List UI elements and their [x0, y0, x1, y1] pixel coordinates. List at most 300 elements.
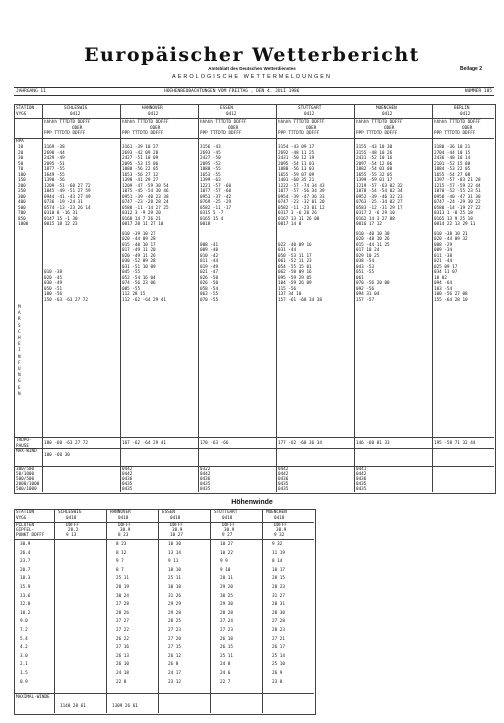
station-label: STATION: [16, 510, 35, 515]
table-cell: 017 -49 11 20: [122, 248, 156, 253]
column-header: ODER: [306, 125, 317, 131]
table-cell: 155 -64 28 10: [434, 297, 468, 303]
wind-cell: 26 9: [272, 671, 283, 676]
row-letter: H: [18, 336, 21, 341]
table-cell: 3180 -36 10 21: [434, 145, 471, 150]
gipfel-cell: 28.2: [68, 528, 79, 533]
table-cell: 020 -44 09 32: [434, 237, 468, 242]
table-cell: 1884 -53 22 05: [434, 167, 471, 172]
row-letter: N: [18, 354, 21, 360]
table-cell: 021 -44: [434, 259, 453, 264]
height-level: 12.0: [20, 602, 31, 608]
tropo-cell: 167 -62 -64 29 41: [122, 441, 166, 446]
station-id: 0412: [70, 112, 81, 117]
station-label: STATION: [16, 106, 35, 111]
table-cell: 0165 13 9 25 18: [434, 216, 473, 222]
wind-cell: 30 18: [168, 585, 181, 590]
table-cell: 104 -59 26 09: [278, 281, 312, 286]
table-cell: 011 -44: [200, 259, 219, 264]
table-cell: 1221 -57 -60: [200, 183, 232, 189]
table-cell: 1655 -55 32 05: [356, 172, 393, 178]
table-cell: 3161 -39 10 27: [122, 145, 159, 150]
shear-level: 300/500: [16, 467, 35, 472]
table-cell: 022 -40 09 16: [278, 242, 312, 248]
table-cell: 0317 3 -6 28 26: [278, 211, 317, 216]
table-cell: 0747 -23 -32 01 20: [278, 200, 325, 205]
gipfel-cell: DDFFF: [170, 523, 183, 528]
wind-cell: 26 18: [220, 636, 233, 642]
table-cell: 010 -40 10 30: [356, 231, 390, 237]
pressure-level: 500: [18, 205, 26, 211]
table-cell: 2097 -54 12 06: [356, 161, 393, 167]
table-cell: 031 -44: [278, 248, 297, 253]
wind-cell: 10 10: [168, 567, 181, 573]
shear-level: 500/1000: [16, 487, 37, 492]
station-id: 0412: [148, 112, 159, 117]
pressure-level: 1000: [18, 222, 29, 227]
column-divider: [42, 104, 43, 492]
station-id: 0418: [170, 516, 181, 521]
pressure-level: 100: [18, 172, 26, 178]
pressure-level: 10: [18, 145, 24, 150]
table-cell: 2704 -44 10 15: [434, 150, 471, 156]
table-cell: 1070 -52 -55 23 51: [434, 189, 481, 194]
wind-cell: 22 8: [116, 679, 127, 685]
wind-cell: 11 19: [272, 550, 285, 556]
table-cell: 085 -55: [122, 286, 141, 292]
wind-cell: 25 11: [116, 576, 129, 582]
table-cell: 008 -29: [434, 242, 453, 248]
table-cell: 009 -40: [200, 248, 219, 253]
table-cell: 050 -51: [44, 286, 63, 292]
column-header: PPP TTTDTD DDFFF: [278, 131, 320, 136]
table-cell: 010 -38: [44, 270, 63, 275]
table-cell: 0014 22 13 29 11: [434, 222, 476, 227]
height-level: 26.4: [20, 550, 31, 556]
wind-cell: 28 11: [220, 576, 233, 582]
table-cell: 0950 -40 -47 31 30: [434, 194, 481, 200]
column-header: hhhhh TTTDTD DDFFF: [434, 120, 481, 125]
row-letter: R: [18, 317, 21, 323]
table-cell: 2693 -42 09 28: [122, 150, 159, 156]
wind-cell: 28 31: [272, 602, 285, 608]
shear-level: 500/500: [16, 477, 35, 482]
shear-cell: 0435: [278, 482, 289, 487]
hpa-label: HPA: [16, 139, 24, 144]
row-divider: [14, 522, 314, 523]
table-cell: 3156 -43: [200, 145, 221, 150]
pressure-level: 20: [18, 150, 24, 156]
wind-cell: 26 8: [168, 662, 179, 668]
row-letter: E: [18, 385, 21, 391]
wind-cell: 24 18: [116, 671, 129, 676]
column-header: ODER: [228, 125, 239, 131]
table-cell: 3155 -48 10 26: [356, 150, 393, 156]
wind-cell: 10 30: [168, 542, 181, 547]
wind-cell: 27 16: [116, 645, 129, 651]
table-cell: 1398 -41 29 27: [122, 178, 159, 183]
row-letter: E: [18, 342, 21, 348]
shear-cell: 0436: [200, 477, 211, 482]
table-cell: 029 10 25: [356, 253, 380, 259]
pressure-level: 400: [18, 200, 26, 205]
table-cell: 058 -54: [200, 286, 219, 292]
table-cell: 051 -55: [356, 270, 375, 275]
wind-cell: 25 14: [272, 653, 285, 659]
pressure-level: 300: [18, 194, 26, 200]
table-cell: 0574 -13 -23 26 14: [44, 205, 91, 211]
table-cell: 0954 -39 -47 36 33: [278, 194, 325, 200]
wind-cell: 28 19: [116, 585, 129, 590]
station-name: STUTTGART: [298, 106, 322, 111]
shear-cell: 0442: [356, 472, 367, 477]
station-name: HANNOVER: [110, 510, 131, 515]
station-name: SCHLESWIG: [58, 510, 82, 515]
gipfel-cell: 30.9: [224, 528, 235, 533]
station-id: 0418: [66, 516, 77, 521]
row-letter: U: [18, 367, 21, 372]
table-cell: 094 -64: [434, 281, 453, 286]
station-name: ESSEN: [162, 510, 175, 515]
wind-cell: 27 20: [168, 636, 181, 642]
wind-cell: 22 7: [220, 679, 231, 685]
table-cell: 030 -52 09 28: [122, 259, 156, 264]
column-header: ODER: [462, 125, 473, 131]
height-level: 0.9: [20, 679, 28, 685]
table-cell: 1882 -54 03 08: [356, 167, 393, 172]
height-level: 20.7: [20, 567, 31, 573]
table-cell: 0317 2 -6 29 10: [356, 211, 395, 216]
table-cell: 0165 15 4: [200, 216, 224, 222]
table-cell: 0162 14 3 27 08: [356, 216, 395, 222]
table-cell: 054 -55 15 01: [278, 264, 312, 270]
table-cell: 052 -54 16 04: [122, 275, 156, 281]
table-cell: 010 -38 10 21: [434, 231, 468, 237]
column-header: hhhhh TTTDTD DDFFF: [356, 120, 403, 125]
wind-cell: 9 9: [220, 559, 228, 565]
row-divider: [14, 693, 314, 694]
height-level: 23.7: [20, 559, 31, 565]
shear-cell: 0435: [122, 487, 133, 492]
gipfel-cell: 9 13: [66, 533, 77, 538]
row-letter: F: [18, 360, 21, 366]
wind-cell: 27 28: [272, 619, 285, 625]
table-cell: 1078 -54 -54 02 34: [356, 189, 403, 194]
table-cell: 0736 -19 -24 31: [44, 200, 83, 205]
wind-cell: 30 25: [220, 593, 233, 599]
pressure-level: 250: [18, 189, 26, 194]
column-header: PPP TTTDTD DDFFF: [44, 131, 86, 136]
wind-cell: 23 12: [168, 679, 181, 685]
wind-cell: 25 11: [168, 576, 181, 582]
table-cell: 094 31 04: [356, 292, 380, 297]
table-cell: 0580 -11 -14 27 25: [122, 205, 169, 211]
table-cell: 1653 -55: [200, 172, 221, 178]
vygg-label: VYGG: [16, 516, 27, 521]
table-cell: 3169 -38: [44, 145, 65, 150]
shear-cell: 0442: [200, 472, 211, 477]
table-cell: 061 -52 11 23: [278, 259, 312, 264]
station-id: 0418: [222, 516, 233, 521]
station-id: 0412: [304, 112, 315, 117]
table-cell: 1655 -59 07 09: [278, 172, 315, 178]
table-cell: 1877 -55: [44, 167, 65, 172]
issue-number: NUMMER 185: [464, 89, 492, 94]
table-cell: 061: [356, 275, 364, 281]
column-divider: [432, 104, 433, 492]
wind-cell: 27 21: [272, 636, 285, 642]
punkt-label: PUNKT DDFFF: [16, 533, 45, 538]
table-cell: 1075 -45 -54 30 46: [122, 189, 169, 194]
wind-cell: 26 10: [116, 662, 129, 668]
row-divider: [14, 118, 494, 119]
wind-cell: 26 15: [220, 645, 233, 651]
row-letter: A: [18, 311, 21, 317]
shear-level: 50/1000: [16, 472, 35, 477]
wind-cell: 27 23: [168, 628, 181, 633]
wind-cell: 24 17: [168, 671, 181, 676]
height-level: 1.5: [20, 671, 28, 676]
table-cell: 0018: [200, 222, 211, 227]
height-level: 2.1: [20, 662, 28, 668]
shear-cell: 0442: [122, 467, 133, 472]
table-cell: 009 -34: [434, 248, 453, 253]
wind-cell: 28 15: [272, 576, 285, 582]
height-level: 5.4: [20, 636, 28, 642]
table-cell: 0944 -41 -43 27 49: [44, 194, 91, 200]
shear-cell: 0442: [278, 467, 289, 472]
table-cell: 3155 -43 10 30: [356, 145, 393, 150]
tropo-cell: 177 -62 -68 36 34: [278, 441, 322, 446]
table-cell: 0583 -12 -31 29 17: [356, 205, 403, 211]
maxwind-cell: 1309 26 61: [112, 704, 138, 709]
table-cell: 0953 -37 -42: [200, 194, 232, 200]
shear-cell: 0441: [356, 467, 367, 472]
table-cell: 0763 -25 -34 02 27: [356, 200, 403, 205]
table-cell: 0147 15 -1 30: [44, 216, 78, 222]
wind-cell: 25 11: [220, 653, 233, 659]
gipfel-cell: 8 23: [118, 533, 129, 538]
maxwind-label: MAXIMAL-WINDE: [16, 695, 50, 700]
column-header: ODER: [150, 125, 161, 131]
table-cell: 157 -57: [356, 297, 375, 303]
table-cell: 0769 -25 -29: [200, 200, 232, 205]
row-letter: G: [18, 379, 21, 385]
station-name: MUENCHEN: [266, 510, 287, 515]
wind-cell: 28 28: [220, 610, 233, 616]
wind-cell: 31 27: [272, 593, 285, 599]
table-cell: 0952 -39 -46 32 23: [356, 194, 403, 200]
table-cell: 0312 3 -9 29 20: [122, 211, 161, 216]
wind-cell: 29 30: [220, 602, 233, 608]
table-cell: 021 -47: [200, 270, 219, 275]
maxwind-label: MAX-WIND: [16, 449, 37, 454]
table-cell: 1880 -55: [200, 167, 221, 172]
shear-cell: 0435: [356, 487, 367, 492]
pressure-level: 200: [18, 183, 26, 189]
table-cell: 0315 5 -7: [200, 211, 224, 216]
wind-cell: 8 7: [116, 567, 124, 573]
hoehenwinde-title: Höhenwinde: [231, 499, 273, 506]
shear-cell: 0435: [200, 482, 211, 487]
row-divider: [14, 448, 494, 449]
table-cell: 2431 -50 12 19: [278, 156, 315, 161]
shear-cell: 0442: [278, 472, 289, 477]
wind-cell: 27 15: [168, 645, 181, 651]
wind-cell: 31 26: [168, 593, 181, 599]
table-cell: 2693 -45: [200, 150, 221, 156]
table-cell: 062 -50 09 16: [278, 270, 312, 275]
table-cell: 070 -56 20 08: [356, 281, 390, 286]
table-cell: 0582 -11 -23 01 12: [278, 205, 325, 211]
wind-cell: 10 27: [220, 542, 233, 547]
table-cell: 0747 -23 -28 28 24: [122, 200, 169, 205]
pressure-level: 850: [18, 216, 26, 222]
height-level: 18.3: [20, 576, 31, 582]
table-cell: 2095 -52: [200, 161, 221, 167]
table-cell: 019 -49: [200, 264, 219, 270]
gipfel-cell: 9 32: [274, 533, 285, 538]
column-header: PPP TTTDTD DDFFF: [122, 131, 164, 136]
section-title: AEROLOGISCHE WETTERMELDUNGEN: [172, 74, 332, 80]
station-id: 0418: [274, 516, 285, 521]
row-divider: [14, 138, 494, 139]
station-name: BERLIN: [454, 106, 470, 111]
tropo-cell: 170 -63 -66: [200, 441, 229, 446]
height-level: 4.2: [20, 645, 28, 651]
table-cell: 2101 -52 15 08: [434, 161, 471, 167]
table-cell: 011 -38: [434, 253, 453, 259]
wind-cell: 13 14: [168, 550, 181, 556]
table-cell: 034 11 07: [434, 270, 458, 275]
subtitle: Amtsblatt des Deutschen Wetterdienstes: [208, 66, 296, 71]
height-level: 30.9: [20, 542, 31, 547]
table-cell: 038 -54: [356, 259, 375, 264]
table-cell: 025 09 17: [434, 264, 458, 270]
table-cell: 0747 -24 -29 30 22: [434, 200, 481, 205]
wind-cell: 29 29: [168, 602, 181, 608]
row-letter: C: [18, 329, 21, 335]
table-cell: 157 -61 -68 34 38: [278, 297, 322, 303]
table-cell: 112 28 15: [122, 292, 146, 297]
observation-date: HOEHENBEOBACHTUNGEN VOM FREITAG , DEN 4. JULI 1986: [164, 89, 300, 94]
height-level: 3.0: [20, 653, 28, 659]
table-cell: 043 -53: [356, 264, 375, 270]
wind-cell: 9 32: [272, 542, 283, 547]
column-divider: [354, 104, 355, 492]
table-cell: 1390 -56: [44, 178, 65, 183]
table-cell: 015 -44 11 25: [356, 242, 390, 248]
wind-cell: 30 24: [116, 593, 129, 599]
table-cell: 0582 -11 -17: [200, 205, 232, 211]
table-cell: 3154 -43 09 17: [278, 145, 315, 150]
gipfel-cell: 30.9: [120, 528, 131, 533]
table-cell: 020 -44 09 28: [122, 237, 156, 242]
table-cell: 074 -56 23 06: [122, 281, 156, 286]
table-cell: 008 -41: [200, 242, 219, 248]
table-cell: 017 10 24: [356, 248, 380, 253]
wind-cell: 27 28: [116, 602, 129, 608]
gipfel-cell: DDFFF: [118, 523, 131, 528]
table-cell: 2095 -51: [44, 161, 65, 167]
issue-header: [14, 87, 494, 96]
table-cell: 137 34 10: [278, 292, 302, 297]
gipfel-cell: DDFFF: [66, 523, 79, 528]
table-cell: 1399 -59 01 17: [356, 178, 393, 183]
table-cell: 095 -59 29 05: [278, 275, 312, 281]
wind-cell: 25 10: [272, 662, 285, 668]
column-header: hhhhh TTTDTD DDFFF: [278, 120, 325, 125]
table-cell: 092 -56: [356, 286, 375, 292]
wind-cell: 8 12: [116, 550, 127, 556]
wind-cell: 27 24: [220, 619, 233, 625]
wind-cell: 9 7: [116, 559, 124, 565]
table-cell: 010 -42: [200, 253, 219, 259]
table-cell: 0951 -39 -40 23 38: [122, 194, 169, 200]
shear-cell: 0435: [278, 487, 289, 492]
wind-cell: 10 17: [272, 567, 285, 573]
row-letter: S: [18, 323, 21, 329]
wind-cell: 28 23: [272, 585, 285, 590]
wind-cell: 26 22: [116, 636, 129, 642]
table-cell: 010 -39 10 27: [122, 231, 156, 237]
wind-cell: 24 6: [220, 671, 231, 676]
table-cell: 1222 -57 -74 34 43: [278, 183, 325, 189]
station-id: 0412: [226, 112, 237, 117]
table-cell: 103 -54: [434, 286, 453, 292]
column-header: ODER: [384, 125, 395, 131]
table-cell: 020 -45: [44, 275, 63, 281]
gipfel-cell: DDFFF: [274, 523, 287, 528]
table-cell: 1649 -55: [44, 172, 65, 178]
table-cell: 0580 -14 -19 27 22: [434, 205, 481, 211]
wind-cell: 28 26: [116, 610, 129, 616]
height-level: 9.0: [20, 619, 28, 625]
beilage-label: Beilage 2: [460, 66, 482, 72]
table-cell: 2095 -53 15 06: [122, 161, 159, 167]
shear-cell: 0435: [356, 482, 367, 487]
wind-cell: 27 23: [220, 628, 233, 633]
station-name: MUENCHEN: [376, 106, 397, 111]
table-cell: 030 -49: [44, 281, 63, 286]
station-id: 0412: [460, 112, 471, 117]
column-header: hhhhh TTTDTD DDFFF: [200, 120, 247, 125]
table-cell: 0017 14 8: [278, 222, 302, 227]
row-divider: [14, 437, 494, 438]
table-cell: 070 -55: [200, 297, 219, 303]
station-name: HANNOVER: [142, 106, 163, 111]
row-letter: I: [18, 348, 21, 354]
table-cell: 0015 18 12 23: [44, 222, 78, 227]
height-level: 7.2: [20, 628, 28, 633]
table-cell: 1401 -60 35 21: [278, 178, 315, 183]
table-cell: 0310 8 -16 31: [44, 211, 78, 216]
column-header: ODER: [72, 125, 83, 131]
wind-cell: 8 14: [272, 559, 283, 565]
gipfel-cell: DDFFF: [222, 523, 235, 528]
table-cell: 026 -50: [200, 281, 219, 286]
wind-cell: 9 10: [220, 567, 231, 573]
column-header: PPP TTTDTD DDFFF: [434, 131, 476, 136]
table-cell: 1215 -57 -59 22 44: [434, 183, 481, 189]
tropo-cell: 146 -60 01 33: [356, 441, 390, 446]
table-cell: 045 -55: [122, 270, 141, 275]
gipfel-label: GIPFEL-: [16, 528, 37, 533]
table-cell: 115 -56: [278, 286, 297, 292]
table-cell: 2431 -52 10 16: [356, 156, 393, 161]
wind-cell: 28 25: [168, 619, 181, 625]
table-cell: 2095 -54 11 03: [278, 161, 315, 167]
